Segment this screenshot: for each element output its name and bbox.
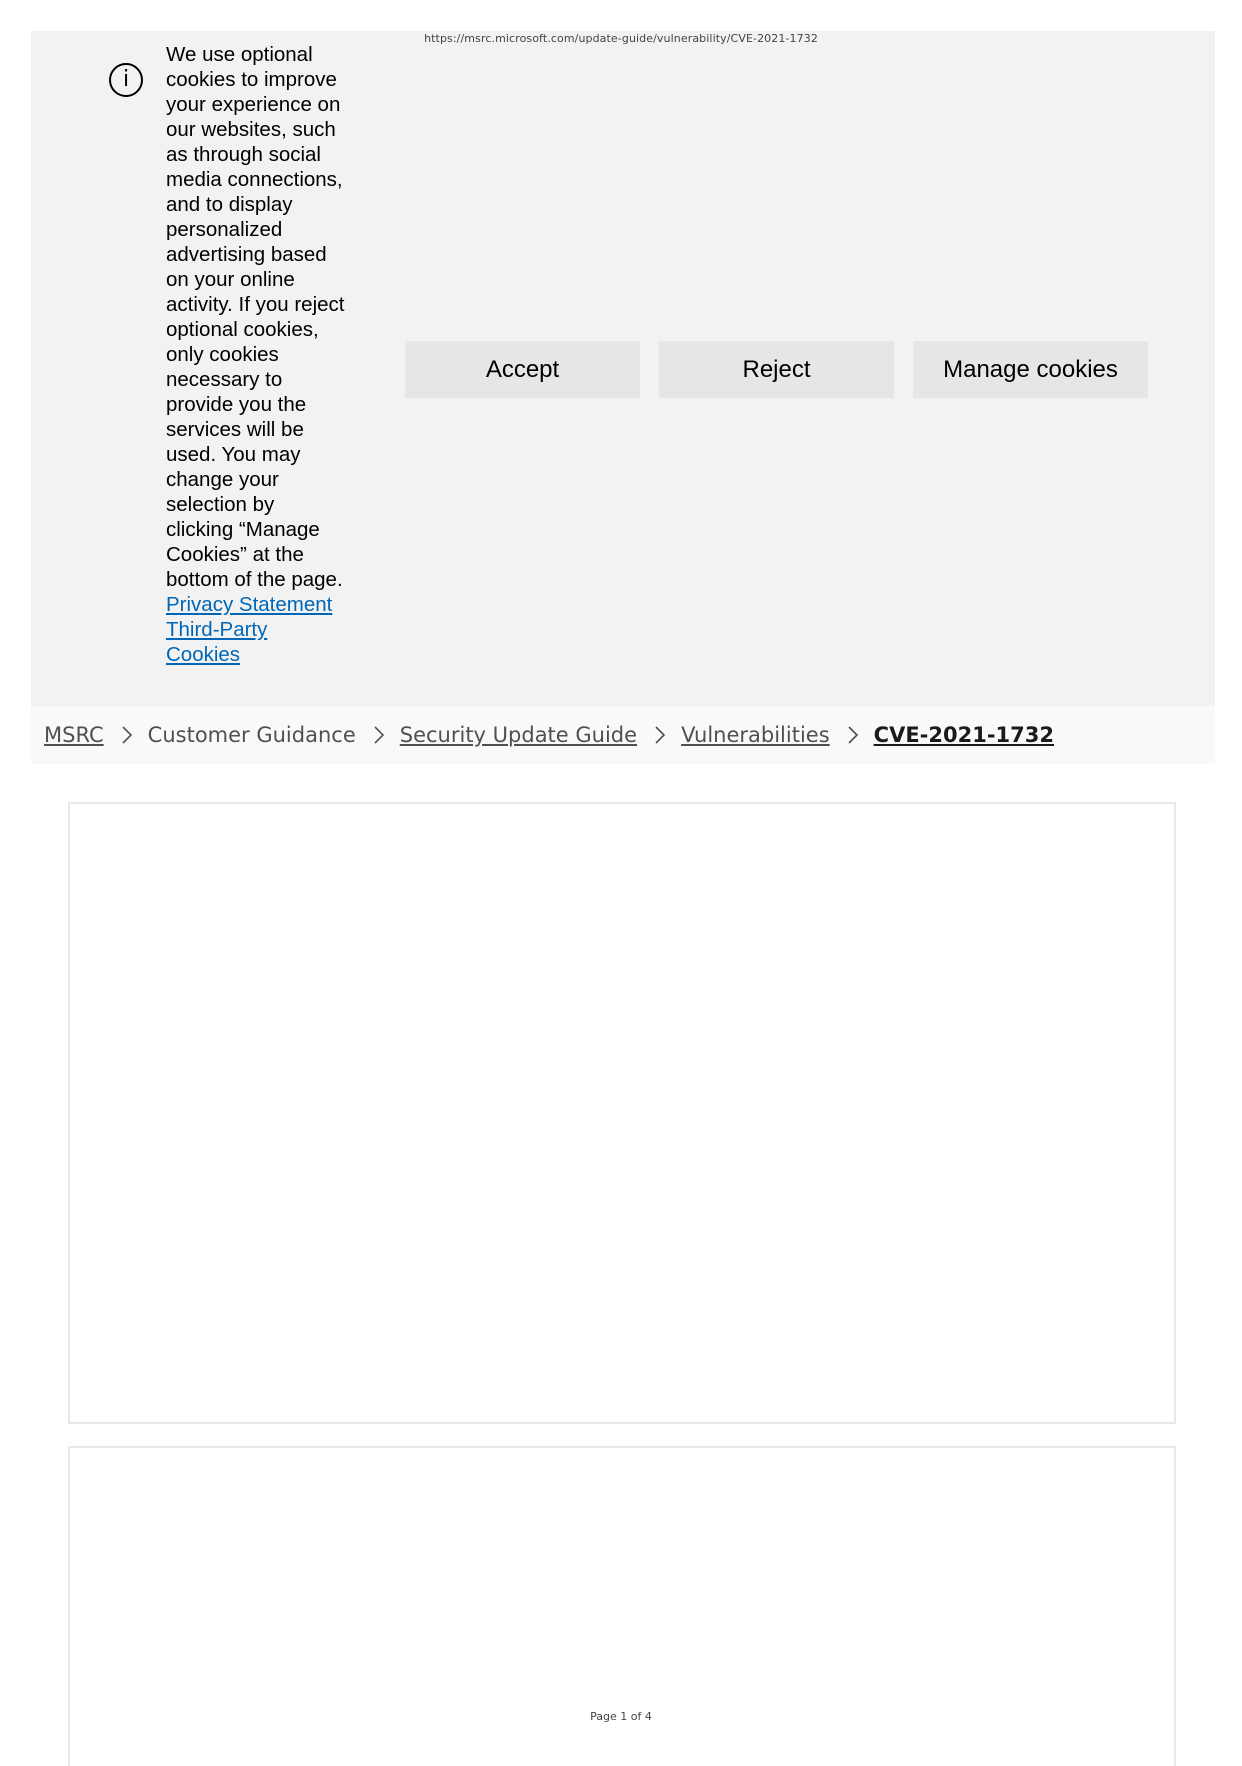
cookie-message — [166, 42, 346, 667]
content-card — [68, 802, 1176, 1424]
breadcrumb-item-vulnerabilities[interactable]: Vulnerabilities — [681, 723, 830, 747]
breadcrumb-item-msrc[interactable]: MSRC — [44, 723, 104, 747]
reject-button[interactable]: Reject — [659, 341, 894, 398]
info-icon: i — [109, 63, 143, 97]
breadcrumb-item-current[interactable]: CVE-2021-1732 — [873, 723, 1054, 747]
breadcrumb-item-security-update-guide[interactable]: Security Update Guide — [399, 723, 638, 747]
chevron-right-icon — [653, 725, 667, 745]
manage-cookies-button[interactable]: Manage cookies — [913, 341, 1148, 398]
page-number: Page 1 of 4 — [590, 1710, 652, 1723]
cookie-banner — [31, 31, 1215, 706]
breadcrumb-item-customer-guidance: Customer Guidance — [147, 723, 356, 747]
chevron-right-icon — [846, 725, 860, 745]
chevron-right-icon — [372, 725, 386, 745]
chevron-right-icon — [120, 725, 134, 745]
print-url-header: https://msrc.microsoft.com/update-guide/vulnerability/CVE-2021-1732 — [424, 32, 818, 45]
accept-button[interactable]: Accept — [405, 341, 640, 398]
cookie-message-text: We use optional cookies to improve your experience on our websites, such as through social media connections, and to display personalized advertising based on your online activity. If you reject optional cookies, only cookies necessary to provide you the services will be used. You may change your selection by clicking “Manage Cookies” at the bottom of the page. — [166, 43, 345, 591]
privacy-statement-link[interactable]: Privacy Statement — [166, 593, 333, 616]
third-party-cookies-link[interactable]: Third-Party Cookies — [166, 618, 268, 666]
breadcrumb — [31, 706, 1215, 764]
